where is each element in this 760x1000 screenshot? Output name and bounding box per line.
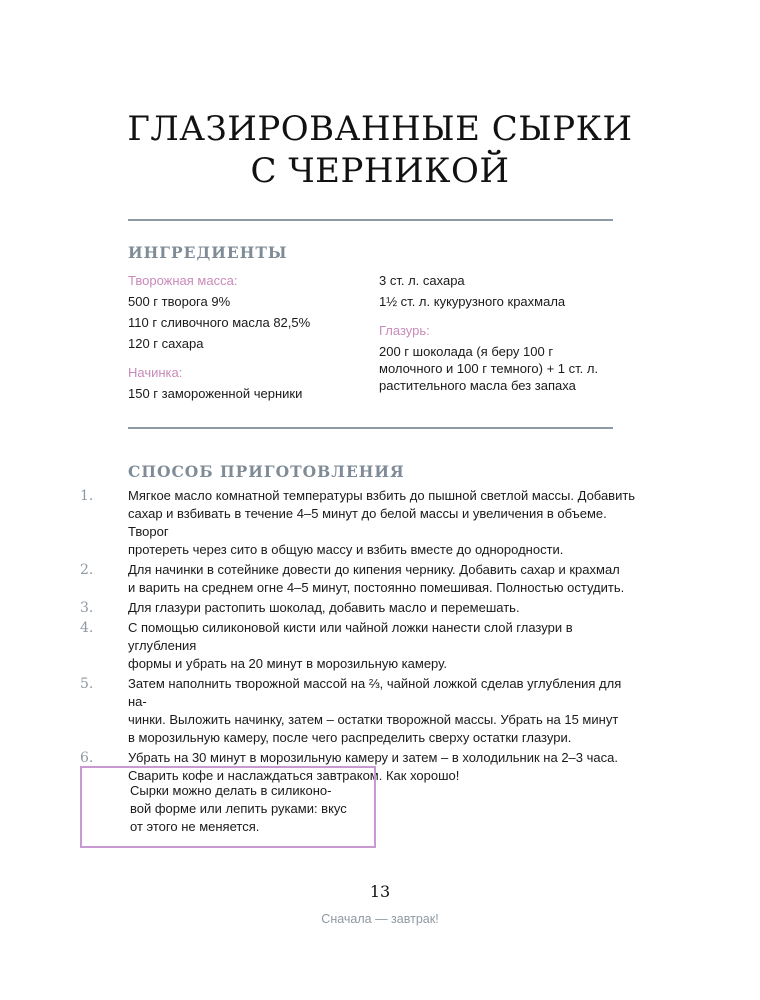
method-heading: СПОСОБ ПРИГОТОВЛЕНИЯ (128, 462, 405, 481)
step-item (80, 561, 640, 597)
page-title (0, 108, 760, 192)
step-text: Убрать на 30 минут в морозильную камеру и затем – в холодильник на 2–3 часа. Сварить кофе и наслаждаться завтраком. Как хорошо! (128, 750, 618, 783)
glaze-ingredient (379, 343, 619, 394)
title-line-2: С ЧЕРНИКОЙ (250, 151, 510, 191)
step-item (80, 487, 640, 559)
glaze-line: растительного масла без запаха (379, 378, 576, 393)
step-text: Мягкое масло комнатной температуры взбить до пышной светлой массы. Добавить сахар и взбивать в течение 4–5 минут до белой массы и увеличения в объеме. Творог протереть через сито в общую массу и взбить вместе до однородности. (128, 488, 636, 557)
subheading-curd: Творожная масса: (128, 273, 238, 288)
step-text: С помощью силиконовой кисти или чайной ложки нанести слой глазури в углубления формы и убрать на 20 минут в морозильную камеру. (128, 620, 573, 671)
ingredient-item: 120 г сахара (128, 336, 204, 351)
running-footer: Сначала — завтрак! (321, 912, 439, 926)
subheading-filling: Начинка: (128, 365, 183, 380)
page-number: 13 (369, 882, 391, 901)
subheading-glaze: Глазурь: (379, 323, 430, 338)
tip-text: Сырки можно делать в силиконо- вой форме или лепить руками: вкус от этого не меняется. (130, 783, 347, 834)
divider-top (128, 219, 613, 221)
glaze-line: 200 г шоколада (я беру 100 г (379, 344, 554, 359)
ingredients-heading: ИНГРЕДИЕНТЫ (128, 243, 288, 262)
step-text: Для глазури растопить шоколад, добавить масло и перемешать. (128, 600, 520, 615)
ingredient-item: 110 г сливочного масла 82,5% (128, 315, 311, 330)
ingredients-left-column (128, 270, 368, 404)
step-number: 5. (80, 676, 94, 692)
step-text: Затем наполнить творожной массой на ⅔, чайной ложкой сделав углубления для на- чинки. Выложить начинку, затем – остатки творожной массы. Убрать на 15 минут в морозильную камеру, после чего распределить сверху остатки глазури. (128, 676, 622, 745)
step-number: 3. (80, 600, 94, 616)
step-text: Для начинки в сотейнике довести до кипения чернику. Добавить сахар и крахмал и варить на среднем огне 4–5 минут, постоянно помешивая. Полностью остудить. (128, 562, 625, 595)
ingredients-right-column (379, 270, 619, 394)
step-item (80, 675, 640, 747)
step-number: 2. (80, 562, 94, 578)
glaze-line: молочного и 100 г темного) + 1 ст. л. (379, 361, 599, 376)
ingredient-item: 500 г творога 9% (128, 294, 231, 309)
step-item (80, 619, 640, 673)
method-steps (80, 487, 640, 787)
divider-bottom (128, 427, 613, 429)
step-number: 1. (80, 488, 94, 504)
ingredient-item: 150 г замороженной черники (128, 386, 303, 401)
step-number: 6. (80, 750, 94, 766)
ingredient-item: 3 ст. л. сахара (379, 273, 465, 288)
tip-box (80, 766, 376, 848)
step-number: 4. (80, 620, 94, 636)
title-line-1: ГЛАЗИРОВАННЫЕ СЫРКИ (127, 109, 633, 149)
step-item (80, 599, 640, 617)
ingredient-item: 1½ ст. л. кукурузного крахмала (379, 294, 566, 309)
